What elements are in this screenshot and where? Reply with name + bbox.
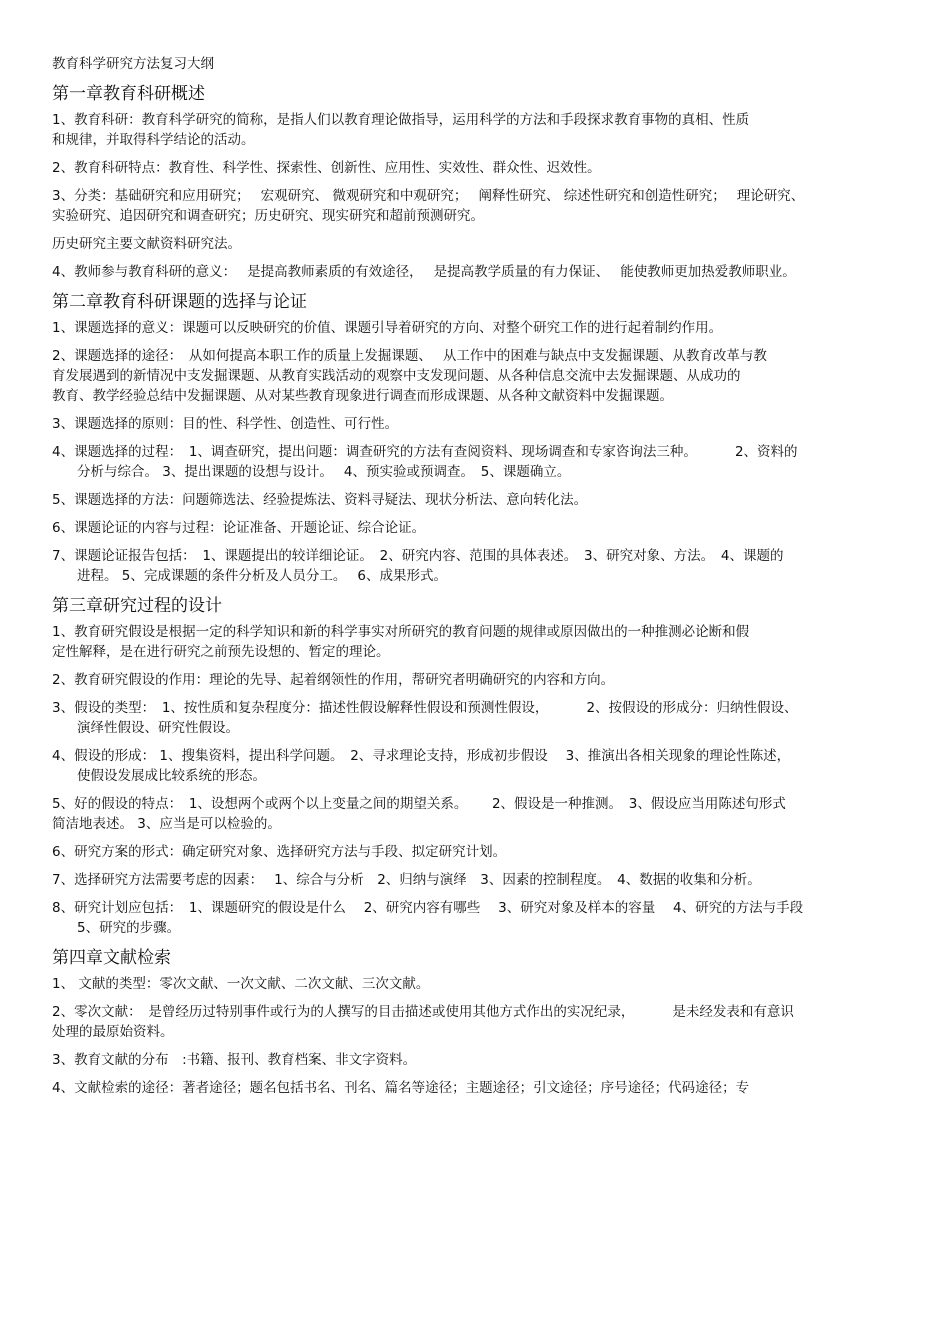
ch3-item-3 xyxy=(52,698,892,738)
text-line: 5、研究的步骤。 xyxy=(77,920,181,936)
ch1-note xyxy=(52,234,892,254)
text-line: 使假设发展成比较系统的形态。 xyxy=(77,768,266,784)
ch1-item-4 xyxy=(52,262,892,282)
ch1-item-3 xyxy=(52,186,892,226)
ch2-item-4 xyxy=(52,442,892,482)
ch1-item-2 xyxy=(52,158,892,178)
ch2-item-7 xyxy=(52,546,892,586)
text-line: 2、零次文献： 是曾经历过特别事件或行为的人撰写的目击描述或使用其他方式作出的实况纪录， 是未经发表和有意识 xyxy=(52,1004,794,1020)
text-line: 实验研究、追因研究和调查研究；历史研究、现实研究和超前预测研究。 xyxy=(52,208,484,224)
text-line: 和规律，并取得科学结论的活动。 xyxy=(52,132,255,148)
text-line: 4、教师参与教育科研的意义： 是提高教师素质的有效途径， 是提高教学质量的有力保证、 能使教师更加热爱教师职业。 xyxy=(52,264,796,280)
text-line: 教育、教学经验总结中发掘课题、从对某些教育现象进行调查而形成课题、从各种文献资料中发掘课题。 xyxy=(52,388,673,404)
text-line: 3、分类：基础研究和应用研究； 宏观研究、 微观研究和中观研究； 阐释性研究、 综述性研究和创造性研究； 理论研究、 xyxy=(52,188,805,204)
text-line: 2、教育科研特点：教育性、科学性、探索性、创新性、应用性、实效性、群众性、迟效性。 xyxy=(52,160,601,176)
ch4-item-1 xyxy=(52,974,892,994)
text-line: 5、课题选择的方法：问题筛选法、经验提炼法、资料寻疑法、现状分析法、意向转化法。 xyxy=(52,492,588,508)
chapter-2-heading: 第二章教育科研课题的选择与论证 xyxy=(52,292,307,312)
text-line: 处理的最原始资料。 xyxy=(52,1024,174,1040)
ch2-item-1 xyxy=(52,318,892,338)
ch4-item-3 xyxy=(52,1050,892,1070)
ch3-item-7 xyxy=(52,870,892,890)
text-line: 7、选择研究方法需要考虑的因素： 1、综合与分析 2、归纳与演绎 3、因素的控制程度。 4、数据的收集和分析。 xyxy=(52,872,761,888)
chapter-3-heading: 第三章研究过程的设计 xyxy=(52,596,222,616)
chapter-4-heading: 第四章文献检索 xyxy=(52,948,171,968)
text-line: 3、教育文献的分布 :书籍、报刊、教育档案、非文字资料。 xyxy=(52,1052,417,1068)
text-line: 简洁地表述。 3、应当是可以检验的。 xyxy=(52,816,281,832)
text-line: 3、课题选择的原则：目的性、科学性、创造性、可行性。 xyxy=(52,416,399,432)
text-line: 4、文献检索的途径：著者途径；题名包括书名、刊名、篇名等途径；主题途径；引文途径；序号途径；代码途径；专 xyxy=(52,1080,750,1096)
text-line: 分析与综合。 3、提出课题的设想与设计。 4、预实验或预调查。 5、课题确立。 xyxy=(77,464,571,480)
text-line: 2、教育研究假设的作用：理论的先导、起着纲领性的作用，帮研究者明确研究的内容和方向。 xyxy=(52,672,615,688)
text-line: 定性解释，是在进行研究之前预先设想的、暂定的理论。 xyxy=(52,644,390,660)
chapter-1-heading: 第一章教育科研概述 xyxy=(52,84,205,104)
text-line: 3、假设的类型： 1、按性质和复杂程度分：描述性假设解释性假设和预测性假设， 2、按假设的形成分：归纳性假设、 xyxy=(52,700,798,716)
ch3-item-2 xyxy=(52,670,892,690)
ch3-item-5 xyxy=(52,794,892,834)
text-line: 6、研究方案的形式：确定研究对象、选择研究方法与手段、拟定研究计划。 xyxy=(52,844,507,860)
ch3-item-4 xyxy=(52,746,892,786)
text-line: 演绎性假设、研究性假设。 xyxy=(77,720,239,736)
document-title: 教育科学研究方法复习大纲 xyxy=(52,56,214,72)
text-line: 8、研究计划应包括： 1、课题研究的假设是什么 2、研究内容有哪些 3、研究对象及样本的容量 4、研究的方法与手段 xyxy=(52,900,804,916)
text-line: 1、 文献的类型：零次文献、一次文献、二次文献、三次文献。 xyxy=(52,976,430,992)
ch4-item-4 xyxy=(52,1078,892,1098)
text-line: 1、教育科研：教育科学研究的简称，是指人们以教育理论做指导，运用科学的方法和手段探求教育事物的真相、性质 xyxy=(52,112,750,128)
ch2-item-5 xyxy=(52,490,892,510)
ch4-item-2 xyxy=(52,1002,892,1042)
text-line: 1、教育研究假设是根据一定的科学知识和新的科学事实对所研究的教育问题的规律或原因做出的一种推测必论断和假 xyxy=(52,624,750,640)
ch3-item-1 xyxy=(52,622,892,662)
ch3-item-8 xyxy=(52,898,892,938)
text-line: 育发展遇到的新情况中支发掘课题、从教育实践活动的观察中支发现问题、从各种信息交流中去发掘课题、从成功的 xyxy=(52,368,741,384)
text-line: 2、课题选择的途径： 从如何提高本职工作的质量上发掘课题、 从工作中的困难与缺点中支发掘课题、从教育改革与教 xyxy=(52,348,767,364)
text-line: 4、课题选择的过程： 1、调查研究，提出问题：调查研究的方法有查阅资料、现场调查和专家咨询法三种。 2、资料的 xyxy=(52,444,798,460)
ch2-item-3 xyxy=(52,414,892,434)
text-line: 1、课题选择的意义：课题可以反映研究的价值、课题引导着研究的方向、对整个研究工作的进行起着制约作用。 xyxy=(52,320,723,336)
text-line: 进程。 5、完成课题的条件分析及人员分工。 6、成果形式。 xyxy=(77,568,448,584)
text-line: 历史研究主要文献资料研究法。 xyxy=(52,236,241,252)
ch1-item-1 xyxy=(52,110,892,150)
ch2-item-6 xyxy=(52,518,892,538)
ch2-item-2 xyxy=(52,346,892,406)
text-line: 6、课题论证的内容与过程：论证准备、开题论证、综合论证。 xyxy=(52,520,426,536)
text-line: 4、假设的形成： 1、搜集资料，提出科学问题。 2、寻求理论支持，形成初步假设 3、推演出各相关现象的理论性陈述， xyxy=(52,748,791,764)
text-line: 7、课题论证报告包括： 1、课题提出的较详细论证。 2、研究内容、范围的具体表述。 3、研究对象、方法。 4、课题的 xyxy=(52,548,784,564)
text-line: 5、好的假设的特点： 1、设想两个或两个以上变量之间的期望关系。 2、假设是一种推测。 3、假设应当用陈述句形式 xyxy=(52,796,786,812)
ch3-item-6 xyxy=(52,842,892,862)
